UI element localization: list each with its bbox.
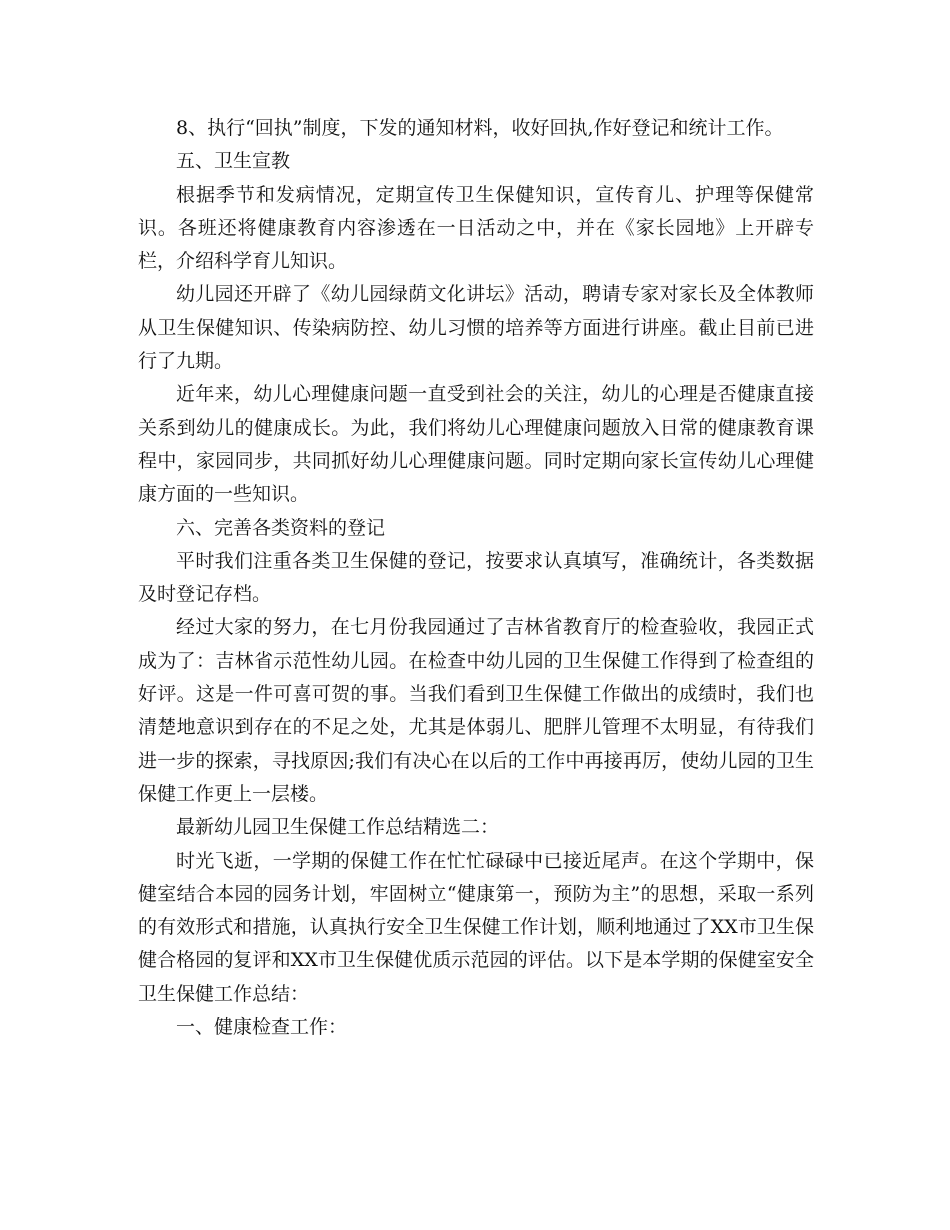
paragraph-registration: 平时我们注重各类卫生保健的登记，按要求认真填写，准确统计，各类数据及时登记存档。 bbox=[138, 549, 814, 606]
document-body bbox=[138, 112, 814, 1044]
subtitle-selection-two: 最新幼儿园卫生保健工作总结精选二： bbox=[176, 816, 500, 839]
section-heading-records: 六、完善各类资料的登记 bbox=[176, 516, 386, 539]
paragraph-mental-health: 近年来，幼儿心理健康问题一直受到社会的关注，幼儿的心理是否健康直接关系到幼儿的健康成长。为此，我们将幼儿心理健康问题放入日常的健康教育课程中，家园同步，共同抓好幼儿心理健康问题。同时定期向家长宣传幼儿心理健康方面的一些知识。 bbox=[138, 383, 814, 506]
paragraph-receipt-system: 8、执行“回执”制度，下发的通知材料，收好回执,作好登记和统计工作。 bbox=[176, 117, 784, 139]
paragraph-lecture-forum: 幼儿园还开辟了《幼儿园绿荫文化讲坛》活动，聘请专家对家长及全体教师从卫生保健知识、传染病防控、幼儿习惯的培养等方面进行讲座。截止目前已进行了九期。 bbox=[138, 283, 814, 373]
section-heading-health-check: 一、健康检查工作： bbox=[176, 1016, 348, 1039]
paragraph-inspection-result: 经过大家的努力，在七月份我园通过了吉林省教育厅的检查验收，我园正式成为了：吉林省示范性幼儿园。在检查中幼儿园的卫生保健工作得到了检查组的好评。这是一件可喜可贺的事。当我们看到卫生保健工作做出的成绩时，我们也清楚地意识到存在的不足之处，尤其是体弱儿、肥胖儿管理不太明显，有待我们进一步的探索，寻找原因;我们有决心在以后的工作中再接再厉，使幼儿园的卫生保健工作更上一层楼。 bbox=[138, 616, 814, 805]
section-heading-health-education: 五、卫生宣教 bbox=[176, 150, 291, 173]
paragraph-semester-summary: 时光飞逝，一学期的保健工作在忙忙碌碌中已接近尾声。在这个学期中，保健室结合本园的园务计划，牢固树立“健康第一，预防为主”的思想，采取一系列的有效形式和措施，认真执行安全卫生保健工作计划，顺利地通过了XX市卫生保健合格园的复评和XX市卫生保健优质示范园的评估。以下是本学期的保健室安全卫生保健工作总结： bbox=[138, 849, 814, 1005]
paragraph-seasonal-publicity: 根据季节和发病情况，定期宣传卫生保健知识，宣传育儿、护理等保健常识。各班还将健康教育内容渗透在一日活动之中，并在《家长园地》上开辟专栏，介绍科学育儿知识。 bbox=[138, 183, 814, 273]
